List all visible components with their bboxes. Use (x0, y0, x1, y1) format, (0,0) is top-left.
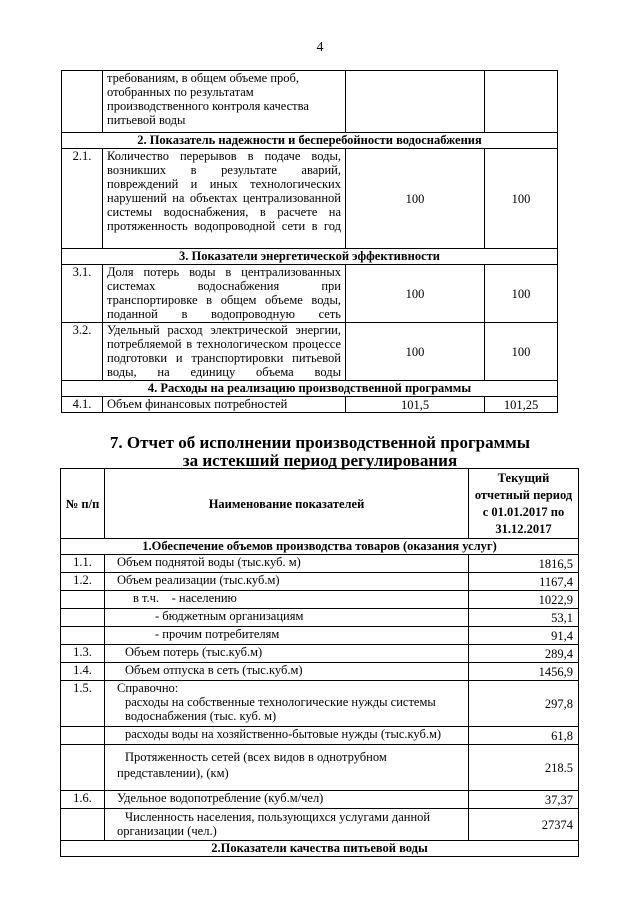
reference-label: Справочно: (117, 681, 179, 695)
indicator-name: Объем реализации (тыс.куб.м) (105, 573, 469, 591)
table-row (61, 591, 579, 609)
indicator-value: 1816,5 (469, 555, 579, 573)
table-row (62, 323, 558, 381)
report-table (60, 468, 579, 857)
indicator-value: 1022,9 (469, 591, 579, 609)
table-row (61, 555, 579, 573)
indicator-value: 101,5 (346, 397, 485, 413)
header-row (61, 469, 579, 539)
indicator-name: расходы воды на хозяйственно-бытовые нужды (тыс.куб.м) (105, 727, 469, 745)
indicator-name-text: расходы на собственные технологические нужды системы водоснабжения (тыс. куб. м) (125, 695, 436, 723)
indicator-name: Объем поднятой воды (тыс.куб. м) (105, 555, 469, 573)
row-number: 1.1. (61, 555, 105, 573)
table-row (62, 71, 558, 133)
section-row (62, 249, 558, 265)
report-heading (0, 434, 640, 470)
row-number: 4.1. (62, 397, 103, 413)
section-title: 1.Обеспечение объемов производства товаров (оказания услуг) (61, 539, 579, 555)
indicator-name: Количество перерывов в подаче воды, возникших в результате аварий, повреждений и иных технологических нарушений на объектах централизованной системы водоснабжения, в расчете на протяженность водопроводной сети в год (103, 149, 346, 249)
section-row (62, 133, 558, 149)
heading-line: за истекший период регулирования (182, 451, 458, 470)
indicator-name: - прочим потребителям (105, 627, 469, 645)
indicator-name: Удельный расход электрической энергии, потребляемой в технологическом процессе подготовки и транспортировки питьевой воды, на единицу объема воды (103, 323, 346, 381)
indicator-value: 53,1 (469, 609, 579, 627)
row-number: 1.2. (61, 573, 105, 591)
heading-line: 7. Отчет об исполнении производственной программы (109, 433, 531, 452)
indicator-value: 100 (346, 149, 485, 249)
row-number: 1.5. (61, 681, 105, 727)
indicator-name: Объем отпуска в сеть (тыс.куб.м) (105, 663, 469, 681)
indicator-value: 100 (485, 149, 558, 249)
indicator-value: 297,8 (469, 681, 579, 727)
indicator-value: 1456,9 (469, 663, 579, 681)
indicator-value: 91,4 (469, 627, 579, 645)
table-row (62, 149, 558, 249)
continuation-text: требованиям, в общем объеме проб, отобранных по результатам производственного контроля качества питьевой воды (103, 71, 346, 133)
indicator-value: 101,25 (485, 397, 558, 413)
indicator-value: 27374 (469, 809, 579, 841)
table-row (61, 809, 579, 841)
column-header-period: Текущий отчетный период с 01.01.2017 по 31.12.2017 (469, 469, 579, 539)
indicator-name: Численность населения, пользующихся услугами данной организации (чел.) (105, 809, 469, 841)
indicator-name: Объем финансовых потребностей (103, 397, 346, 413)
indicators-table (61, 70, 558, 413)
indicator-name: в т.ч. - населению (105, 591, 469, 609)
indicator-value: 289,4 (469, 645, 579, 663)
table-row (61, 745, 579, 791)
row-number: 1.4. (61, 663, 105, 681)
section-title: 2.Показатели качества питьевой воды (61, 841, 579, 857)
table-row (62, 265, 558, 323)
row-number: 3.2. (62, 323, 103, 381)
row-number: 3.1. (62, 265, 103, 323)
indicator-value: 61,8 (469, 727, 579, 745)
row-number: 1.3. (61, 645, 105, 663)
table-row (61, 791, 579, 809)
indicator-value: 100 (485, 265, 558, 323)
section-row (61, 841, 579, 857)
section-title: 3. Показатели энергетической эффективности (62, 249, 558, 265)
indicator-name (105, 681, 469, 727)
table-row (62, 397, 558, 413)
section-title: 4. Расходы на реализацию производственной программы (62, 381, 558, 397)
column-header-number: № п/п (61, 469, 105, 539)
page-number: 4 (316, 40, 324, 55)
section-row (61, 539, 579, 555)
indicator-name: Протяженность сетей (всех видов в однотрубном представлении), (км) (105, 745, 469, 791)
table-row (61, 663, 579, 681)
indicator-value: 100 (485, 323, 558, 381)
indicator-name: - бюджетным организациям (105, 609, 469, 627)
indicator-value: 218.5 (469, 745, 579, 791)
indicator-value: 37,37 (469, 791, 579, 809)
table-row (61, 681, 579, 727)
table-row (61, 609, 579, 627)
table-row (61, 627, 579, 645)
indicator-value: 1167,4 (469, 573, 579, 591)
section-title: 2. Показатель надежности и бесперебойности водоснабжения (62, 133, 558, 149)
indicator-value: 100 (346, 323, 485, 381)
indicator-value: 100 (346, 265, 485, 323)
row-number: 1.6. (61, 791, 105, 809)
table-row (61, 573, 579, 591)
table-row (61, 727, 579, 745)
indicator-name: Объем потерь (тыс.куб.м) (105, 645, 469, 663)
table-row (61, 645, 579, 663)
indicator-name: Доля потерь воды в централизованных системах водоснабжения при транспортировке в общем объеме воды, поданной в водопроводную сеть (103, 265, 346, 323)
row-number: 2.1. (62, 149, 103, 249)
column-header-name: Наименование показателей (105, 469, 469, 539)
indicator-name: Удельное водопотребление (куб.м/чел) (105, 791, 469, 809)
section-row (62, 381, 558, 397)
